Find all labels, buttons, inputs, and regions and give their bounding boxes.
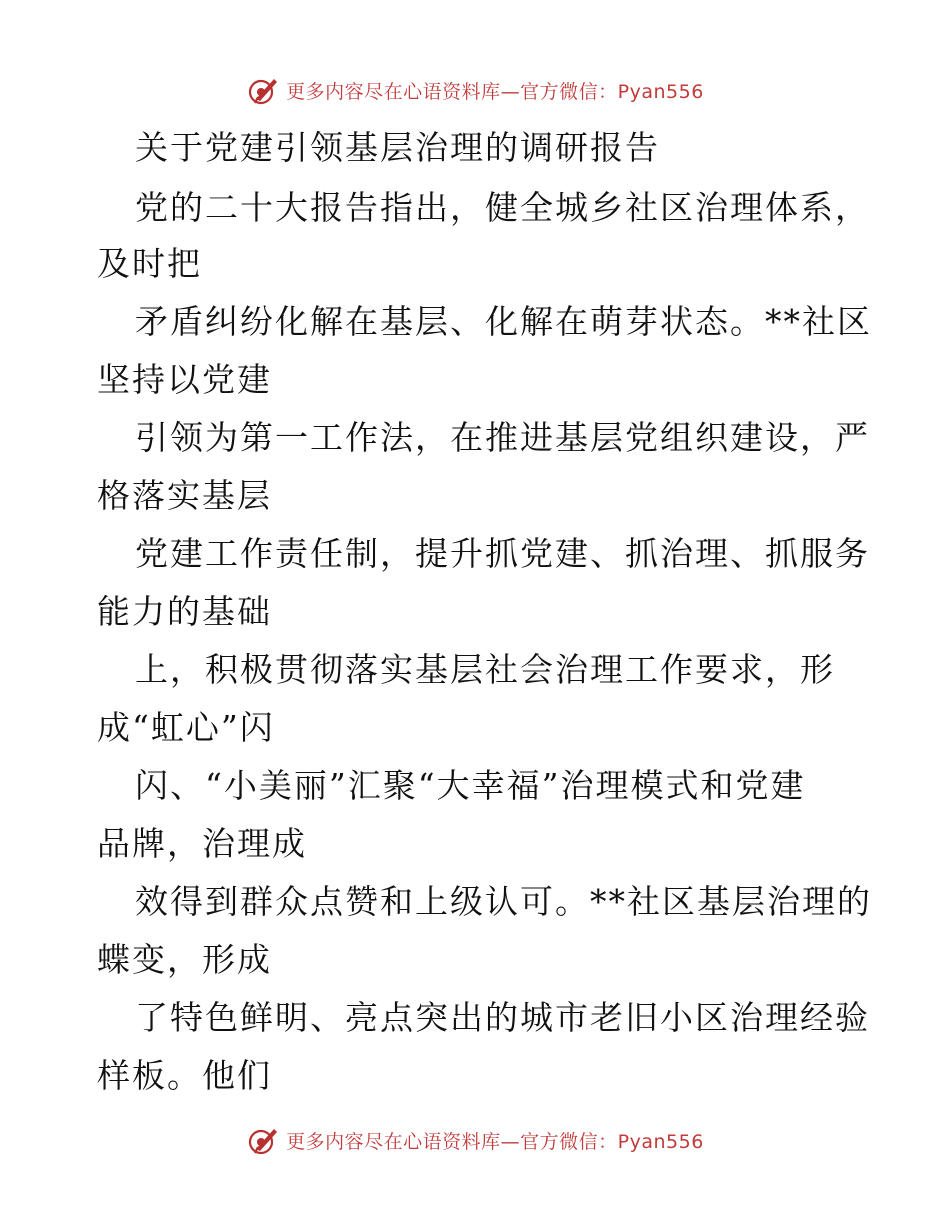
paragraph-line: 党的二十大报告指出，健全城乡社区治理体系，: [135, 188, 870, 227]
quill-pen-logo-icon: [246, 1123, 280, 1157]
paragraph-line: 党建工作责任制，提升抓党建、抓治理、抓服务: [135, 534, 870, 573]
quill-pen-logo-icon: [246, 73, 280, 107]
paragraph-line: 及时把: [97, 244, 202, 283]
footer-banner-text: 更多内容尽在心语资料库—官方微信：Pyan556: [286, 1130, 704, 1153]
paragraph-line: 效得到群众点赞和上级认可。**社区基层治理的: [135, 882, 872, 921]
paragraph-line: 格落实基层: [97, 476, 272, 515]
document-title: 关于党建引领基层治理的调研报告: [135, 128, 660, 167]
paragraph-line: 上，积极贯彻落实基层社会治理工作要求，形: [135, 650, 835, 689]
paragraph-line: 成“虹心”闪: [97, 708, 275, 747]
header-banner: [0, 72, 950, 108]
footer-banner-inner: [246, 1123, 704, 1157]
header-banner-inner: [246, 73, 704, 107]
header-banner-text: 更多内容尽在心语资料库—官方微信：Pyan556: [286, 80, 704, 103]
paragraph-line: 了特色鲜明、亮点突出的城市老旧小区治理经验: [135, 998, 870, 1037]
paragraph-line: 闪、“小美丽”汇聚“大幸福”治理模式和党建: [135, 766, 806, 805]
paragraph-line: 坚持以党建: [97, 360, 272, 399]
paragraph-line: 矛盾纠纷化解在基层、化解在萌芽状态。**社区: [135, 302, 872, 341]
paragraph-line: 样板。他们: [97, 1056, 272, 1095]
paragraph-line: 品牌，治理成: [97, 824, 307, 863]
footer-banner: [0, 1122, 950, 1158]
paragraph-line: 引领为第一工作法，在推进基层党组织建设，严: [135, 418, 870, 457]
paragraph-line: 能力的基础: [97, 592, 272, 631]
paragraph-line: 蝶变，形成: [97, 940, 272, 979]
